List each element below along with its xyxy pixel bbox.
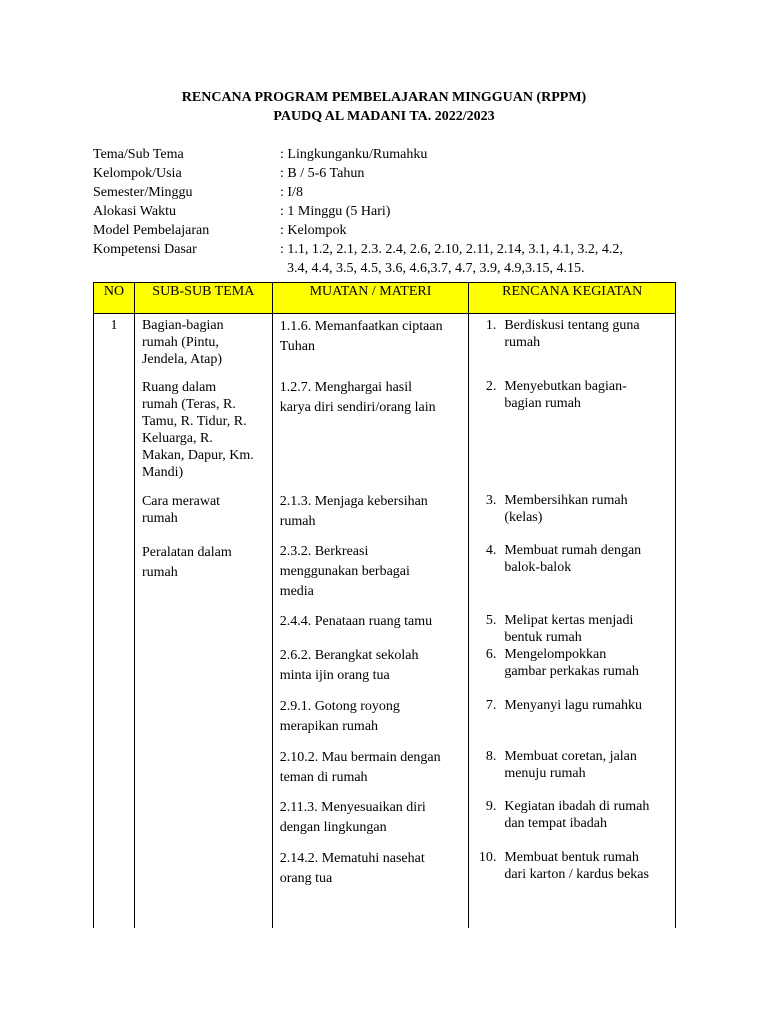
kegiatan-number: 3. bbox=[485, 493, 497, 508]
kegiatan-number: 10. bbox=[478, 850, 497, 865]
kegiatan-text: Membuat coretan, jalan menuju rumah bbox=[504, 749, 637, 781]
info-label: Model Pembelajaran bbox=[93, 223, 210, 238]
header-kegiatan: RENCANA KEGIATAN bbox=[469, 283, 676, 314]
document-title: RENCANA PROGRAM PEMBELAJARAN MINGGUAN (RPPM) bbox=[181, 90, 587, 105]
info-value-continuation: 3.4, 4.4, 3.5, 4.5, 3.6, 4.6,3.7, 4.7, 3.9, 4.9,3.15, 4.15. bbox=[287, 261, 585, 276]
kegiatan-number: 7. bbox=[485, 698, 497, 713]
info-label: Alokasi Waktu bbox=[93, 204, 176, 219]
info-value: : Lingkunganku/Rumahku bbox=[280, 147, 428, 162]
materi-item: 1.1.6. Memanfaatkan ciptaan Tuhan bbox=[279, 319, 443, 354]
header-materi: MUATAN / MATERI bbox=[272, 283, 469, 314]
kegiatan-text: Kegiatan ibadah di rumah dan tempat ibadah bbox=[504, 799, 650, 831]
table-header-row bbox=[94, 283, 676, 314]
materi-item: 2.10.2. Mau bermain dengan teman di rumah bbox=[279, 750, 441, 785]
materi-item: 1.2.7. Menghargai hasil karya diri sendiri/orang lain bbox=[279, 380, 436, 415]
kegiatan-number: 9. bbox=[485, 799, 497, 814]
kegiatan-text: Melipat kertas menjadi bentuk rumah bbox=[504, 613, 634, 645]
info-label: Semester/Minggu bbox=[93, 185, 193, 200]
kegiatan-number: 1. bbox=[485, 318, 497, 333]
info-value: : B / 5-6 Tahun bbox=[280, 166, 365, 181]
rppm-table bbox=[93, 282, 676, 928]
materi-item: 2.14.2. Mematuhi nasehat orang tua bbox=[279, 851, 425, 886]
cell-kegiatan bbox=[469, 316, 676, 928]
info-value: : 1 Minggu (5 Hari) bbox=[280, 204, 391, 219]
materi-item: 2.3.2. Berkreasi menggunakan berbagai media bbox=[279, 544, 410, 599]
kegiatan-number: 6. bbox=[485, 647, 497, 662]
kegiatan-text: Menyanyi lagu rumahku bbox=[504, 698, 642, 713]
kegiatan-text: Mengelompokkan gambar perkakas rumah bbox=[504, 647, 639, 679]
materi-item: 2.1.3. Menjaga kebersihan rumah bbox=[279, 494, 428, 529]
info-value: : 1.1, 1.2, 2.1, 2.3. 2.4, 2.6, 2.10, 2.11, 2.14, 3.1, 4.1, 3.2, 4.2, bbox=[280, 242, 623, 257]
materi-item: 2.4.4. Penataan ruang tamu bbox=[279, 614, 433, 629]
materi-item: 2.9.1. Gotong royong merapikan rumah bbox=[279, 699, 400, 734]
table-row bbox=[94, 316, 676, 928]
document-subtitle: PAUDQ AL MADANI TA. 2022/2023 bbox=[273, 109, 495, 124]
info-label: Kompetensi Dasar bbox=[93, 242, 197, 257]
cell-no bbox=[94, 316, 135, 928]
sub-tema-item: Ruang dalam rumah (Teras, R. Tamu, R. Tidur, R. Keluarga, R. Makan, Dapur, Km. Mandi) bbox=[141, 380, 254, 480]
info-label: Tema/Sub Tema bbox=[93, 147, 184, 162]
cell-sub-tema bbox=[134, 316, 272, 928]
header-no: NO bbox=[94, 283, 135, 314]
kegiatan-text: Berdiskusi tentang guna rumah bbox=[504, 318, 640, 350]
info-value: : Kelompok bbox=[280, 223, 347, 238]
kegiatan-number: 2. bbox=[485, 379, 497, 394]
kegiatan-number: 5. bbox=[485, 613, 497, 628]
cell-materi bbox=[272, 316, 469, 928]
info-label: Kelompok/Usia bbox=[93, 166, 182, 181]
kegiatan-text: Membuat bentuk rumah dari karton / kardus bekas bbox=[504, 850, 649, 882]
materi-item: 2.6.2. Berangkat sekolah minta ijin orang tua bbox=[279, 648, 419, 683]
kegiatan-number: 8. bbox=[485, 749, 497, 764]
sub-tema-item: Bagian-bagian rumah (Pintu, Jendela, Atap) bbox=[141, 318, 224, 367]
row-number: 1 bbox=[110, 318, 118, 333]
header-sub-tema: SUB-SUB TEMA bbox=[134, 283, 272, 314]
sub-tema-item: Peralatan dalam rumah bbox=[141, 545, 232, 580]
sub-tema-item: Cara merawat rumah bbox=[141, 494, 221, 526]
kegiatan-text: Membersihkan rumah (kelas) bbox=[504, 493, 628, 525]
info-value: : I/8 bbox=[280, 185, 303, 200]
kegiatan-number: 4. bbox=[485, 543, 497, 558]
kegiatan-text: Membuat rumah dengan balok-balok bbox=[504, 543, 642, 575]
kegiatan-text: Menyebutkan bagian- bagian rumah bbox=[504, 379, 627, 411]
materi-item: 2.11.3. Menyesuaikan diri dengan lingkungan bbox=[279, 800, 426, 835]
